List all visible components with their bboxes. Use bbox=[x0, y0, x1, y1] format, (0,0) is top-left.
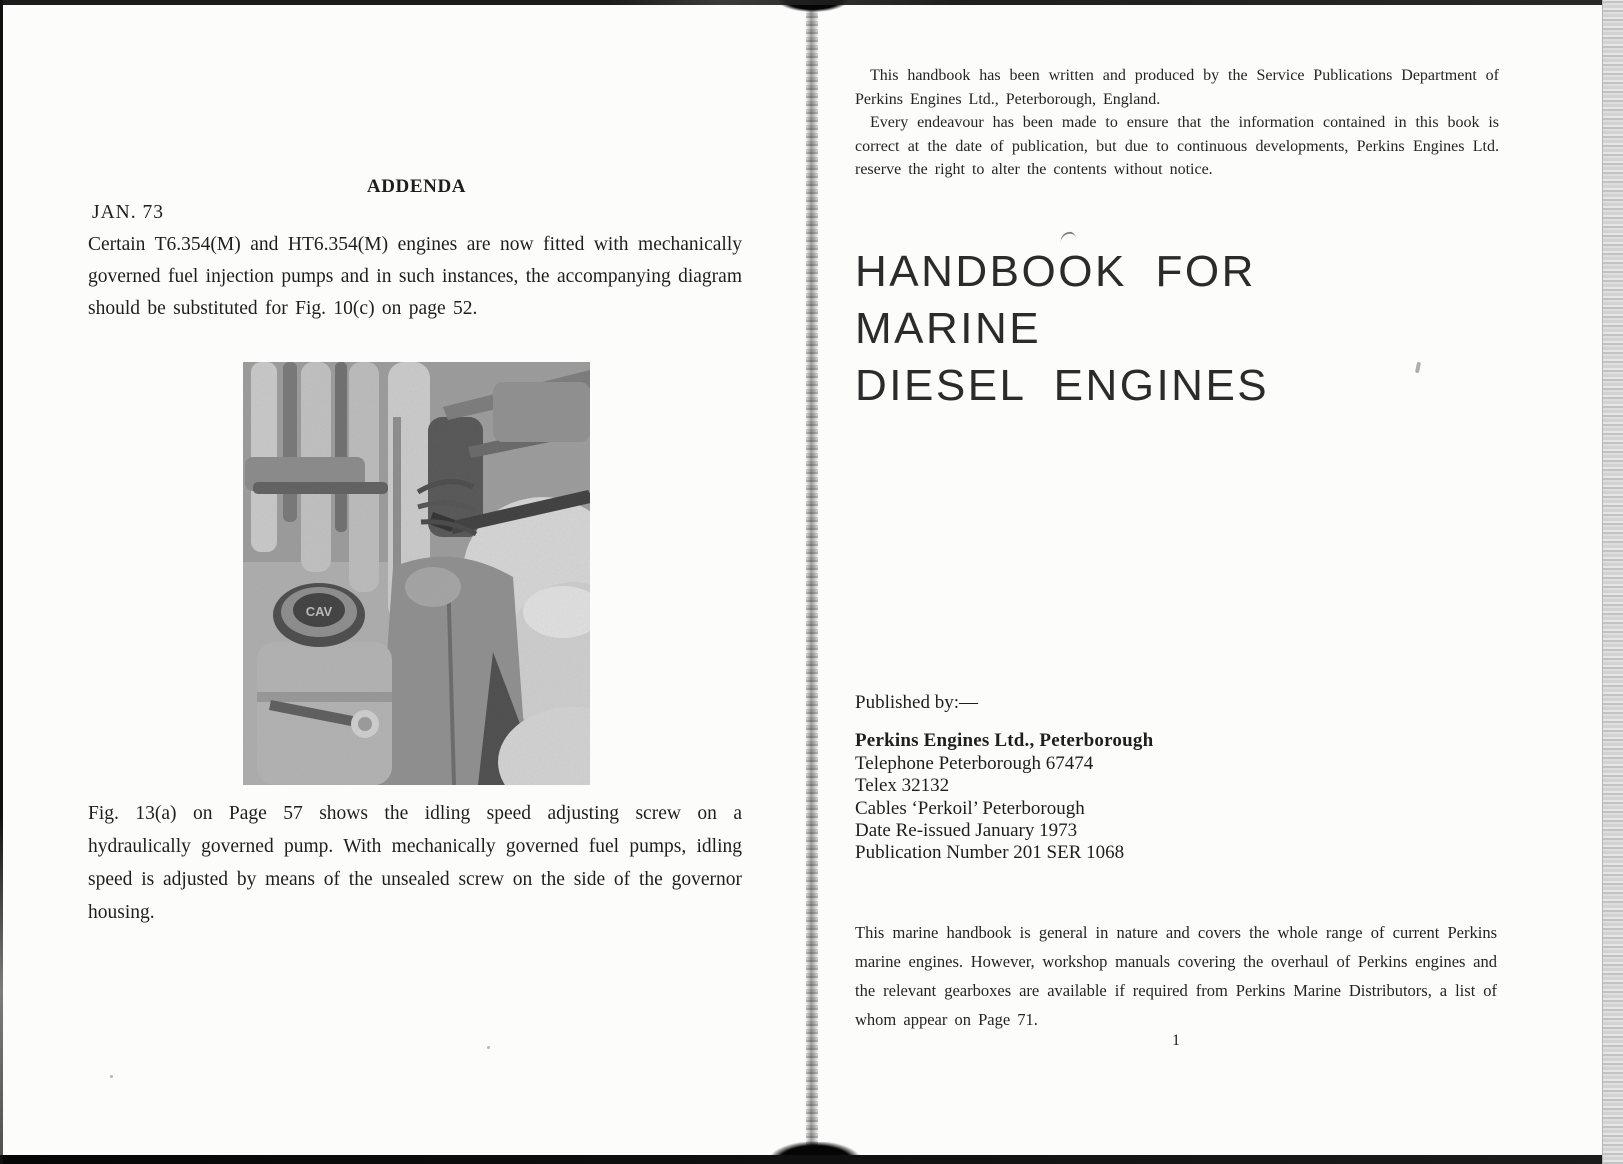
scan-artifact-dot bbox=[487, 1046, 490, 1049]
publisher-telephone: Telephone Peterborough 67474 bbox=[855, 753, 1094, 774]
fig13a-paragraph: Fig. 13(a) on Page 57 shows the idling speed adjusting screw on a hydraulically governed pump. With mechanically governed fuel pumps, idling speed is adjusted by means of the unsealed screw on the side of the governor housing. bbox=[88, 803, 742, 923]
book-title-line-3: DIESEL ENGINES bbox=[855, 361, 1270, 410]
service-publications-note bbox=[855, 64, 1499, 182]
publisher-name: Perkins Engines Ltd., Peterborough bbox=[855, 730, 1154, 751]
addenda-heading: ADDENDA bbox=[366, 176, 467, 197]
publisher-details bbox=[855, 753, 1124, 864]
engine-photo-illustration bbox=[243, 362, 590, 785]
page-edges-texture bbox=[1602, 0, 1623, 1164]
book-title bbox=[855, 243, 1555, 414]
cav-cap-label: CAV bbox=[305, 604, 333, 619]
scan-artifact-dot bbox=[110, 1075, 113, 1078]
addenda-intro-paragraph: Certain T6.354(M) and HT6.354(M) engines are now fitted with mechanically governed fuel injection pumps and in such instances, the accompanying diagram should be substituted for Fig. 10(c) on page 52. bbox=[88, 234, 742, 319]
intro-paragraph-2: Every endeavour has been made to ensure that the information contained in this book is correct at the date of publication, but due to continuous developments, Perkins Engines Ltd. reserve the right to alter the contents without notice. bbox=[855, 114, 1499, 178]
book-title-line-1: HANDBOOK FOR bbox=[855, 247, 1256, 296]
scan-edge-top bbox=[0, 0, 1602, 5]
published-by-label: Published by:— bbox=[855, 692, 978, 713]
scan-edge-bottom bbox=[0, 1155, 1602, 1164]
engine-photo bbox=[243, 362, 590, 785]
book-gutter bbox=[806, 0, 818, 1164]
book-title-line-2: MARINE bbox=[855, 304, 1042, 353]
marine-handbook-note: This marine handbook is general in nature and covers the whole range of current Perkins marine engines. However, workshop manuals covering the overhaul of Perkins engines and the relevant gearboxes are available if required from Perkins Marine Distributors, a list of whom appear on Page 71. bbox=[855, 923, 1497, 1029]
scan-edge-left bbox=[0, 0, 3, 1164]
intro-paragraph-1: This handbook has been written and produced by the Service Publications Department of Perkins Engines Ltd., Peterborough, England. bbox=[855, 67, 1499, 108]
page-number: 1 bbox=[1172, 1032, 1180, 1049]
publisher-cables: Cables ‘Perkoil’ Peterborough bbox=[855, 797, 1085, 819]
scan-artifact-squiggle bbox=[1059, 231, 1076, 243]
addenda-dateline: JAN. 73 bbox=[92, 202, 165, 223]
publisher-reissue-date: Date Re-issued January 1973 bbox=[855, 819, 1078, 841]
publication-number: Publication Number 201 SER 1068 bbox=[855, 842, 1125, 864]
publisher-telex: Telex 32132 bbox=[855, 775, 950, 797]
